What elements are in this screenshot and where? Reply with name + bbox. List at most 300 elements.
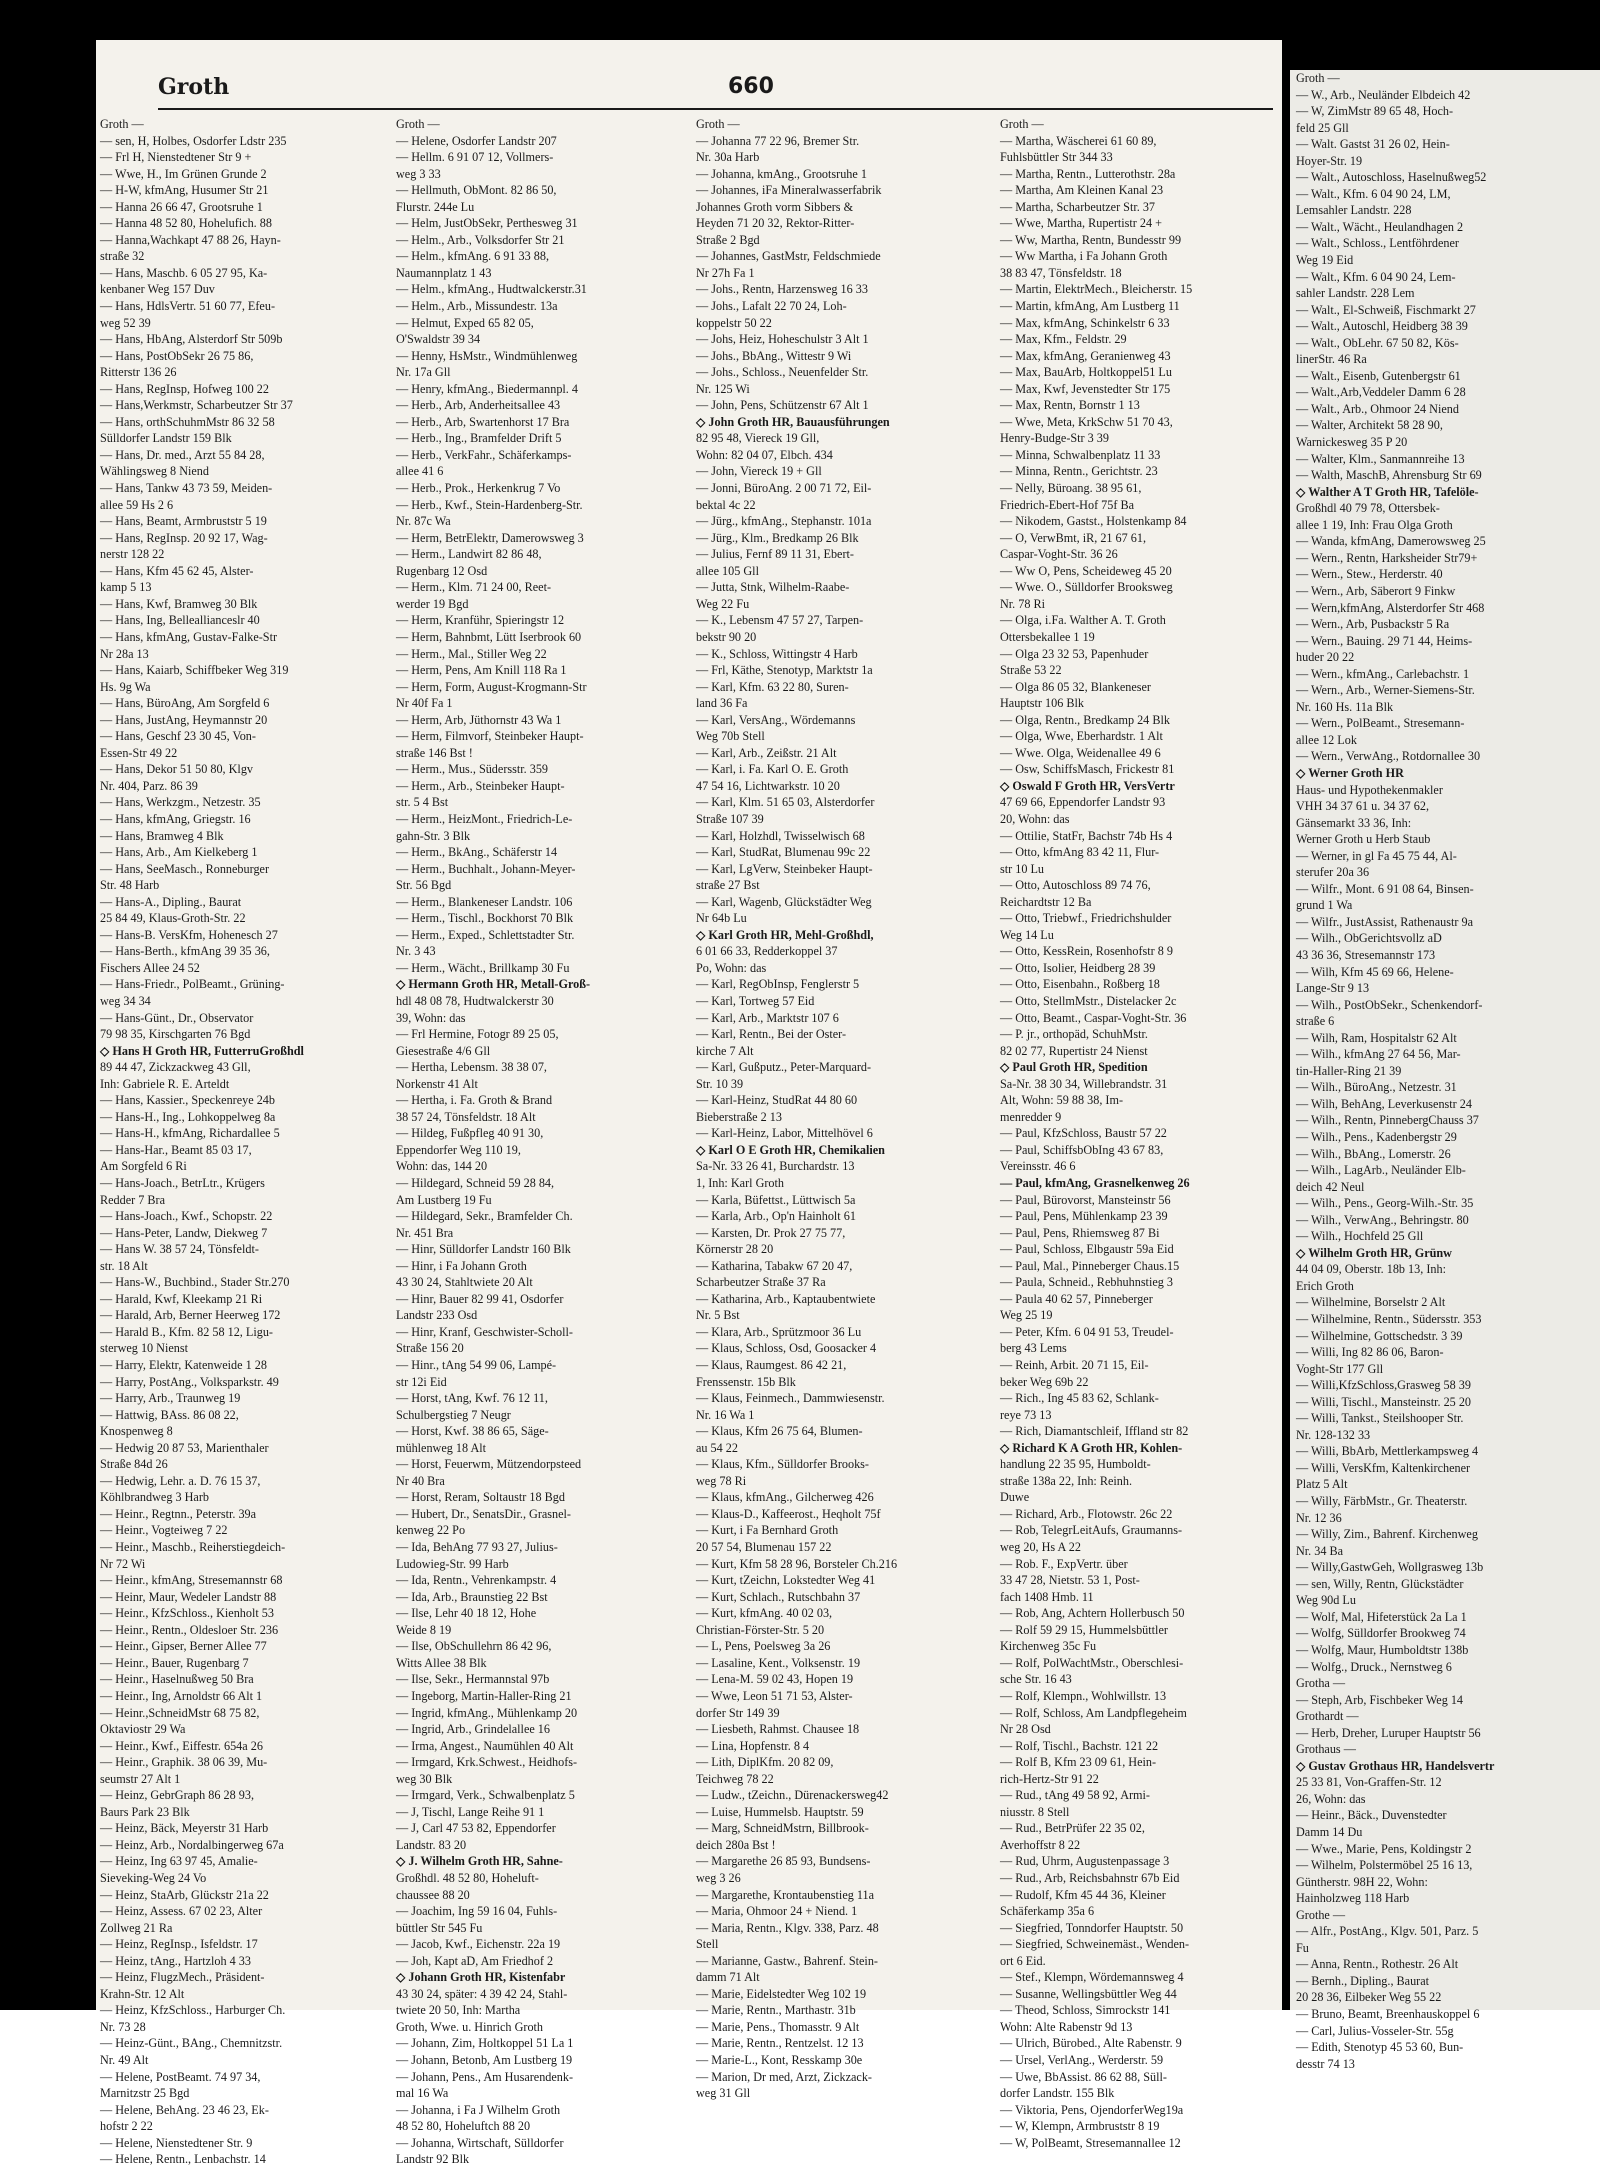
directory-entry: — Rolf 59 29 15, Hummelsbüttler: [1000, 1622, 1168, 1637]
directory-entry: — Walt., Kfm. 6 04 90 24, Lem-: [1296, 269, 1456, 284]
directory-entry: — Paul, Pens, Mühlenkamp 23 39: [1000, 1209, 1168, 1224]
directory-entry: — Kurt, Schlach., Rutschbahn 37: [696, 1589, 861, 1604]
directory-entry: — W, PolBeamt, Stresemannallee 12: [1000, 2135, 1181, 2150]
directory-entry: Baurs Park 23 Blk: [100, 1804, 190, 1819]
directory-entry: Straße 107 39: [696, 811, 764, 826]
directory-entry: — Alfr., PostAng., Klgv. 501, Parz. 5: [1296, 1924, 1479, 1939]
directory-entry: — Wern,kfmAng, Alsterdorfer Str 468: [1296, 600, 1485, 615]
directory-entry: — Karl, i. Fa. Karl O. E. Groth: [696, 762, 849, 777]
directory-entry: — Willi,KfzSchloss,Grasweg 58 39: [1296, 1378, 1471, 1393]
directory-entry: — Henry, kfmAng., Biedermannpl. 4: [396, 381, 578, 396]
directory-entry: — Wilh., BüroAng., Netzestr. 31: [1296, 1080, 1457, 1095]
directory-entry: — Herb., Arb, Swartenhorst 17 Bra: [396, 414, 570, 429]
directory-entry: au 54 22: [696, 1440, 738, 1455]
directory-entry: — Herm, Bahnbmt, Lütt Iserbrook 60: [396, 629, 582, 644]
directory-entry: — Karla, Arb., Op'n Hainholt 61: [696, 1209, 856, 1224]
directory-entry: — Johs, Heiz, Hoheschulstr 3 Alt 1: [696, 332, 869, 347]
directory-entry: — Paul, SchiffsbObIng 43 67 83,: [1000, 1142, 1164, 1157]
directory-entry: — O, VerwBmt, iR, 21 67 61,: [1000, 530, 1147, 545]
directory-entry: — Karsten, Dr. Prok 27 75 77,: [696, 1225, 846, 1240]
directory-entry: kamp 5 13: [100, 580, 152, 595]
directory-entry: — Max, kfmAng, Geranienweg 43: [1000, 348, 1171, 363]
directory-entry: — Johs., Rentn, Harzensweg 16 33: [696, 282, 868, 297]
directory-entry: sche Str. 16 43: [1000, 1672, 1072, 1687]
directory-entry: menredder 9: [1000, 1109, 1062, 1124]
directory-entry: — Rich., Ing 45 83 62, Schlank-: [1000, 1391, 1159, 1406]
directory-entry: — J, Carl 47 53 82, Eppendorfer: [396, 1821, 556, 1836]
directory-entry: Giesestraße 4/6 Gll: [396, 1043, 491, 1058]
directory-entry: Sülldorfer Landstr 159 Blk: [100, 431, 232, 446]
directory-entry: — Theod, Schloss, Simrockstr 141: [1000, 2003, 1171, 2018]
directory-entry: Nr. 30a Harb: [696, 150, 760, 165]
directory-entry: — Klaus, Raumgest. 86 42 21,: [696, 1358, 847, 1373]
directory-entry: seumstr 27 Alt 1: [100, 1771, 181, 1786]
directory-entry: — Hans, HbAng, Alsterdorf Str 509b: [100, 332, 283, 347]
directory-entry: — Lasaline, Kent., Volksenstr. 19: [696, 1655, 861, 1670]
directory-entry: — Heinr.,SchneidMstr 68 75 82,: [100, 1705, 260, 1720]
directory-entry: — Heinr., Bäck., Duvenstedter: [1296, 1808, 1447, 1823]
directory-entry: — Rich, Diamantschleif, Iffland str 82: [1000, 1424, 1189, 1439]
directory-entry: — W, ZimMstr 89 65 48, Hoch-: [1296, 104, 1454, 119]
directory-entry: — Ingrid, Arb., Grindelallee 16: [396, 1722, 550, 1737]
directory-entry: — Horst, Reram, Soltaustr 18 Bgd: [396, 1490, 565, 1505]
directory-entry: — Karl, Wagenb, Glückstädter Weg: [696, 894, 872, 909]
directory-entry: Straße 2 Bgd: [696, 232, 760, 247]
directory-entry: Nr. 12 36: [1296, 1510, 1342, 1525]
directory-entry: — Hans, orthSchuhmMstr 86 32 58: [100, 414, 275, 429]
directory-entry: — Wolfg, Maur, Humboldtstr 138b: [1296, 1642, 1469, 1657]
directory-entry: — Johanna, kmAng., Grootsruhe 1: [696, 166, 867, 181]
directory-entry: — Hans, Bramweg 4 Blk: [100, 828, 224, 843]
directory-entry: — Wanda, kfmAng, Damerowsweg 25: [1296, 534, 1486, 549]
directory-entry: — Lith, DiplKfm. 20 82 09,: [696, 1755, 834, 1770]
directory-entry: — Hans, kfmAng, Gustav-Falke-Str: [100, 629, 278, 644]
directory-entry: Weide 8 19: [396, 1622, 452, 1637]
directory-entry: — Wilfr., Mont. 6 91 08 64, Binsen-: [1296, 881, 1474, 896]
directory-entry: — Olga 23 32 53, Papenhuder: [1000, 646, 1149, 661]
directory-entry: — Wern., Stew., Herderstr. 40: [1296, 567, 1443, 582]
directory-entry: 89 44 47, Zickzackweg 43 Gll,: [100, 1060, 251, 1075]
directory-entry: — Hans, Maschb. 6 05 27 95, Ka-: [100, 265, 268, 280]
directory-entry: — Hattwig, BAss. 86 08 22,: [100, 1407, 239, 1422]
directory-entry: — Hedwig 20 87 53, Marienthaler: [100, 1440, 269, 1455]
directory-entry: — Karl, Arb., Marktstr 107 6: [696, 1010, 839, 1025]
directory-entry: — Wwe, Meta, KrkSchw 51 70 43,: [1000, 414, 1173, 429]
directory-entry: Grothe —: [1296, 1907, 1346, 1922]
directory-entry: Duwe: [1000, 1490, 1030, 1505]
directory-entry: chaussee 88 20: [396, 1887, 470, 1902]
directory-entry: — Ida, BehAng 77 93 27, Julius-: [396, 1540, 558, 1555]
directory-entry: koppelstr 50 22: [696, 315, 772, 330]
directory-entry: — Klaus, Kfm., Sülldorfer Brooks-: [696, 1457, 869, 1472]
directory-entry: — Hans, RegInsp, Hofweg 100 22: [100, 381, 269, 396]
directory-entry: Nr. 451 Bra: [396, 1225, 454, 1240]
directory-entry: 20 28 36, Eilbeker Weg 55 22: [1296, 1990, 1442, 2005]
directory-entry: — Marie, Eidelstedter Weg 102 19: [696, 1986, 867, 2001]
directory-entry: — Herb., Arb, Anderheitsallee 43: [396, 398, 561, 413]
directory-entry: — Karl, Gußputz., Peter-Marquard-: [696, 1060, 872, 1075]
directory-entry: Zollweg 21 Ra: [100, 1920, 173, 1935]
directory-entry: — Helm., Arb., Volksdorfer Str 21: [396, 232, 565, 247]
directory-entry: weg 20, Hs A 22: [1000, 1540, 1081, 1555]
directory-entry: — Heinz, RegInsp., Isfeldstr. 17: [100, 1937, 258, 1952]
directory-entry: — Irmgard, Verk., Schwalbenplatz 5: [396, 1788, 575, 1803]
directory-entry: — Willi, Tankst., Steilshooper Str.: [1296, 1411, 1464, 1426]
directory-entry: — Hinr, i Fa Johann Groth: [396, 1258, 527, 1273]
directory-entry: — Martha, Scharbeutzer Str. 37: [1000, 199, 1156, 214]
directory-entry: Landstr 233 Osd: [396, 1308, 478, 1323]
directory-entry: — Rob, TelegrLeitAufs, Graumanns-: [1000, 1523, 1183, 1538]
directory-entry: — Werner, in gl Fa 45 75 44, Al-: [1296, 848, 1457, 863]
directory-entry: Wohn: das, 144 20: [396, 1159, 488, 1174]
directory-entry: Körnerstr 28 20: [696, 1242, 774, 1257]
directory-entry: — Harald, Kwf, Kleekamp 21 Ri: [100, 1291, 263, 1306]
directory-entry: Str. 10 39: [696, 1076, 744, 1091]
directory-entry: — Kurt, kfmAng. 40 02 03,: [696, 1606, 833, 1621]
directory-entry: — Hans, Dekor 51 50 80, Klgv: [100, 762, 254, 777]
directory-entry: Am Sorgfeld 6 Ri: [100, 1159, 187, 1174]
directory-entry: — Rolf, Schloss, Am Landpflegeheim: [1000, 1705, 1187, 1720]
directory-entry: — Wilh., Pens., Georg-Wilh.-Str. 35: [1296, 1196, 1474, 1211]
directory-entry: — Herm., Blankeneser Landstr. 106: [396, 894, 573, 909]
directory-entry: — Hans, Tankw 43 73 59, Meiden-: [100, 481, 273, 496]
directory-entry: — Klaus, Feinmech., Dammwiesenstr.: [696, 1391, 885, 1406]
directory-entry: Nr. 87c Wa: [396, 514, 451, 529]
directory-entry: Platz 5 Alt: [1296, 1477, 1348, 1492]
directory-entry: — P. jr., orthopäd, SchuhMstr.: [1000, 1027, 1148, 1042]
business-listing: ◇ Wilhelm Groth HR, Grünw: [1296, 1245, 1452, 1260]
directory-entry: — Ww, Martha, Rentn, Bundesstr 99: [1000, 232, 1182, 247]
directory-entry: Voght-Str 177 Gll: [1296, 1361, 1384, 1376]
business-listing: ◇ Karl Groth HR, Mehl-Großhdl,: [696, 927, 874, 942]
directory-entry: — Paul, KfzSchloss, Baustr 57 22: [1000, 1126, 1167, 1141]
directory-entry: — Jacob, Kwf., Eichenstr. 22a 19: [396, 1937, 561, 1952]
directory-entry: 33 47 28, Nietstr. 53 1, Post-: [1000, 1573, 1140, 1588]
directory-entry: Nr. 49 Alt: [100, 2052, 149, 2067]
directory-entry: Johannes Groth vorm Sibbers &: [696, 199, 854, 214]
directory-page: [96, 40, 1282, 2167]
directory-entry: — Karl, Kfm. 63 22 80, Suren-: [696, 679, 849, 694]
directory-entry: — Rud., Arb, Reichsbahnstr 67b Eid: [1000, 1870, 1180, 1885]
directory-entry: — Johanna, i Fa J Wilhelm Groth: [396, 2102, 561, 2117]
directory-entry: Weg 25 19: [1000, 1308, 1053, 1323]
directory-entry: — Lena-M. 59 02 43, Hopen 19: [696, 1672, 854, 1687]
directory-entry: — Osw, SchiffsMasch, Frickestr 81: [1000, 762, 1175, 777]
directory-entry: — Hans, Dr. med., Arzt 55 84 28,: [100, 447, 265, 462]
directory-entry: — Helm., Arb., Missundestr. 13a: [396, 299, 558, 314]
directory-entry: Alt, Wohn: 59 88 38, Im-: [1000, 1093, 1124, 1108]
directory-entry: — Johs., Schloss., Neuenfelder Str.: [696, 365, 869, 380]
directory-entry: — Minna, Rentn., Gerichtstr. 23: [1000, 464, 1158, 479]
directory-entry: — Marg, SchneidMstrn, Billbrook-: [696, 1821, 869, 1836]
directory-entry: Nr 72 Wi: [100, 1556, 146, 1571]
directory-entry: — Otto, KessRein, Rosenhofstr 8 9: [1000, 944, 1173, 959]
directory-entry: — Ilse, Lehr 40 18 12, Hohe: [396, 1606, 537, 1621]
directory-entry: Grothardt —: [1296, 1709, 1359, 1724]
directory-entry: 1, Inh: Karl Groth: [696, 1176, 785, 1190]
directory-entry: — Bruno, Beamt, Breenhauskoppel 6: [1296, 2006, 1480, 2021]
directory-entry: — Heinr., Vogteiweg 7 22: [100, 1523, 228, 1538]
directory-entry: — Hans, Arb., Am Kielkeberg 1: [100, 845, 258, 860]
directory-entry: Rugenbarg 12 Osd: [396, 563, 488, 578]
directory-entry: Po, Wohn: das: [696, 960, 767, 975]
directory-entry: Hoyer-Str. 19: [1296, 153, 1363, 168]
directory-column-3: [696, 116, 974, 2101]
directory-entry: Landstr. 83 20: [396, 1837, 467, 1852]
directory-entry: — Max, kfmAng, Schinkelstr 6 33: [1000, 315, 1170, 330]
directory-entry: Norkenstr 41 Alt: [396, 1076, 478, 1091]
directory-entry: — Walt., Kfm. 6 04 90 24, LM,: [1296, 186, 1451, 201]
directory-entry: feld 25 Gll: [1296, 120, 1349, 135]
directory-entry: werder 19 Bgd: [396, 596, 469, 611]
directory-entry: Nr. 125 Wi: [696, 381, 750, 396]
directory-entry: — Rob, Ang, Achtern Hollerbusch 50: [1000, 1606, 1185, 1621]
directory-entry: Fischers Allee 24 52: [100, 960, 200, 975]
directory-entry: — Herm., HeizMont., Friedrich-Le-: [396, 811, 573, 826]
directory-entry: Groth —: [1296, 71, 1340, 85]
directory-entry: — Hans, Kwf, Bramweg 30 Blk: [100, 596, 258, 611]
directory-entry: — Karl, Rentn., Bei der Oster-: [696, 1027, 847, 1042]
directory-entry: — Karl, Holzhdl, Twisselwisch 68: [696, 828, 865, 843]
directory-entry: — Martha, Am Kleinen Kanal 23: [1000, 183, 1164, 198]
business-listing: ◇ Walther A T Groth HR, Tafelöle-: [1296, 484, 1479, 499]
directory-entry: — Willi, Tischl., Mansteinstr. 25 20: [1296, 1394, 1472, 1409]
directory-entry: — Klaus-D., Kaffeerost., Heqholt 75f: [696, 1506, 881, 1521]
directory-entry: Nr. 5 Bst: [696, 1308, 740, 1323]
directory-entry: — Ww O, Pens, Scheideweg 45 20: [1000, 563, 1172, 578]
directory-entry: — Walt., Arb., Ohmoor 24 Niend: [1296, 401, 1459, 416]
directory-entry: — Wolfg., Druck., Nernstweg 6: [1296, 1659, 1452, 1674]
directory-entry: — Wilhelmine, Rentn., Südersstr. 353: [1296, 1312, 1482, 1327]
directory-entry: — Herm, Filmvorf, Steinbeker Haupt-: [396, 729, 584, 744]
directory-entry: — Hanna 26 66 47, Grootsruhe 1: [100, 199, 263, 214]
directory-entry: 25 33 81, Von-Graffen-Str. 12: [1296, 1775, 1442, 1790]
directory-entry: — K., Schloss, Wittingstr 4 Harb: [696, 646, 858, 661]
directory-entry: — Hubert, Dr., SenatsDir., Grasnel-: [396, 1506, 571, 1521]
directory-entry: beker Weg 69b 22: [1000, 1374, 1089, 1389]
directory-entry: — Wilh., Pens., Kadenbergstr 29: [1296, 1130, 1457, 1144]
directory-entry: Kirchenweg 35c Fu: [1000, 1639, 1097, 1654]
directory-entry: — Herm, BetrElektr, Damerowsweg 3: [396, 530, 584, 545]
directory-entry: 82 95 48, Viereck 19 Gll,: [696, 431, 820, 446]
directory-entry: — Hans, PostObSekr 26 75 86,: [100, 348, 254, 363]
directory-entry: kirche 7 Alt: [696, 1043, 754, 1058]
directory-entry: — Wilh., Hochfeld 25 Gll: [1296, 1229, 1424, 1244]
directory-entry: — Herm., Wächt., Brillkamp 30 Fu: [396, 960, 570, 975]
directory-entry: — Jürg., Klm., Bredkamp 26 Blk: [696, 530, 859, 545]
directory-entry: reye 73 13: [1000, 1407, 1052, 1422]
directory-entry: — Viktoria, Pens, OjendorferWeg19a: [1000, 2102, 1184, 2117]
directory-entry: — Hildeg, Fußpfleg 40 91 30,: [396, 1126, 544, 1141]
directory-entry: Nr. 404, Parz. 86 39: [100, 778, 198, 793]
directory-entry: — Paul, Bürovorst, Mansteinstr 56: [1000, 1192, 1171, 1207]
directory-entry: Straße 53 22: [1000, 663, 1062, 678]
directory-entry: — Ursel, VerlAng., Werderstr. 59: [1000, 2052, 1164, 2067]
directory-entry: Hauptstr 106 Blk: [1000, 696, 1084, 711]
directory-entry: rich-Hertz-Str 91 22: [1000, 1771, 1099, 1786]
directory-entry: Naumannplatz 1 43: [396, 265, 492, 280]
directory-entry: — Heinr., Bauer, Rugenbarg 7: [100, 1655, 249, 1670]
directory-entry: Nr. 16 Wa 1: [696, 1407, 755, 1422]
directory-entry: allee 12 Lok: [1296, 732, 1357, 747]
directory-entry: — Rud, Uhrm, Augustenpassage 3: [1000, 1854, 1170, 1869]
directory-entry: berg 43 Lems: [1000, 1341, 1067, 1356]
directory-entry: — Wern., kfmAng., Carlebachstr. 1: [1296, 666, 1470, 681]
directory-entry: — Reinh, Arbit. 20 71 15, Eil-: [1000, 1358, 1149, 1373]
directory-entry: Vereinsstr. 46 6: [1000, 1159, 1076, 1174]
directory-entry: — Karl, VersAng., Wördemanns: [696, 712, 856, 727]
directory-entry: str. 5 4 Bst: [396, 795, 449, 810]
directory-entry: — K., Lebensm 47 57 27, Tarpen-: [696, 613, 864, 628]
directory-entry: — Wern., Bauing. 29 71 44, Heims-: [1296, 633, 1473, 648]
directory-entry: 26, Wohn: das: [1296, 1791, 1366, 1806]
directory-entry: Hs. 9g Wa: [100, 679, 151, 694]
directory-entry: — Hans-Joach., Kwf., Schopstr. 22: [100, 1209, 273, 1224]
directory-entry: tin-Haller-Ring 21 39: [1296, 1063, 1402, 1078]
directory-entry: — Jonni, BüroAng. 2 00 71 72, Eil-: [696, 481, 872, 496]
directory-entry: allee 59 Hs 2 6: [100, 497, 174, 512]
directory-entry: — Julius, Fernf 89 11 31, Ebert-: [696, 547, 854, 562]
directory-entry: Wohn: 82 04 07, Elbch. 434: [696, 447, 833, 462]
directory-entry: — Ww Martha, i Fa Johann Groth: [1000, 249, 1168, 264]
directory-entry: 20 57 54, Blumenau 157 22: [696, 1540, 832, 1555]
directory-column-2: [396, 116, 674, 2167]
directory-entry: — Ingrid, kfmAng., Mühlenkamp 20: [396, 1705, 578, 1720]
directory-entry: hofstr 2 22: [100, 2119, 153, 2134]
directory-entry: — Kurt, i Fa Bernhard Groth: [696, 1523, 839, 1538]
directory-entry: — Otto, StellmMstr., Distelacker 2c: [1000, 993, 1177, 1008]
directory-entry: allee 105 Gll: [696, 563, 759, 578]
directory-entry: — Harry, Arb., Traunweg 19: [100, 1391, 241, 1406]
directory-entry: 38 83 47, Tönsfeldstr. 18: [1000, 265, 1122, 280]
facing-page: [1290, 70, 1600, 2071]
directory-entry: Witts Allee 38 Blk: [396, 1655, 487, 1670]
directory-entry: — Olga 86 05 32, Blankeneser: [1000, 679, 1151, 694]
directory-entry: — Willy,GastwGeh, Wollgrasweg 13b: [1296, 1560, 1484, 1575]
directory-entry: — Hanna 48 52 80, Hohelufich. 88: [100, 216, 272, 231]
directory-entry: Inh: Gabriele R. E. Arteldt: [100, 1076, 230, 1091]
directory-entry: — Paula, Schneid., Rebhuhnstieg 3: [1000, 1275, 1173, 1290]
directory-entry: — Hans-Friedr., PolBeamt., Grüning-: [100, 977, 285, 992]
directory-entry: Friedrich-Ebert-Hof 75f Ba: [1000, 497, 1135, 512]
directory-entry: — Jürg., kfmAng., Stephanstr. 101a: [696, 514, 872, 529]
directory-entry: — Maria, Rentn., Klgv. 338, Parz. 48: [696, 1920, 879, 1935]
directory-entry: Ottersbekallee 1 19: [1000, 629, 1095, 644]
directory-entry: — Johs., BbAng., Wittestr 9 Wi: [696, 348, 852, 363]
directory-entry: — Rud., BetrPrüfer 22 35 02,: [1000, 1821, 1145, 1836]
directory-entry: — Hans-Joach., BetrLtr., Krügers: [100, 1176, 265, 1190]
directory-entry: 44 04 09, Oberstr. 18b 13, Inh:: [1296, 1262, 1446, 1277]
directory-entry: — Carl, Julius-Vosseler-Str. 55g: [1296, 2023, 1454, 2038]
directory-entry: — Hertha, Lebensm. 38 38 07,: [396, 1060, 547, 1075]
directory-entry: — Walt., Autoschloss, Haselnußweg52: [1296, 170, 1487, 185]
directory-entry: — Lina, Hopfenstr. 8 4: [696, 1738, 810, 1753]
directory-entry: — Walter, Architekt 58 28 90,: [1296, 418, 1443, 433]
directory-entry: — Herm, Arb, Jüthornstr 43 Wa 1: [396, 712, 562, 727]
directory-entry: — Herm, Pens, Am Knill 118 Ra 1: [396, 663, 567, 678]
directory-entry: dorfer Landstr. 155 Blk: [1000, 2086, 1115, 2101]
directory-entry: huder 20 22: [1296, 650, 1355, 665]
directory-entry: — John, Pens, Schützenstr 67 Alt 1: [696, 398, 869, 413]
directory-entry: linerStr. 46 Ra: [1296, 352, 1367, 367]
directory-entry: — Ingeborg, Martin-Haller-Ring 21: [396, 1688, 572, 1703]
directory-entry: — Hans, Kaiarb, Schiffbeker Weg 319: [100, 663, 289, 678]
page-number: 660: [728, 74, 774, 99]
directory-entry: — Martin, kfmAng, Am Lustberg 11: [1000, 299, 1180, 314]
directory-entry: — Steph, Arb, Fischbeker Weg 14: [1296, 1692, 1464, 1707]
directory-entry: — Johanna, Wirtschaft, Sülldorfer: [396, 2135, 564, 2150]
directory-entry: — Walth, MaschB, Ahrensburg Str 69: [1296, 468, 1482, 483]
business-listing: ◇ J. Wilhelm Groth HR, Sahne-: [396, 1854, 563, 1869]
directory-entry: — Hans, Kassier., Speckenreye 24b: [100, 1093, 275, 1108]
directory-entry: — Wern., Arb, Pusbackstr 5 Ra: [1296, 617, 1450, 632]
directory-entry: Groth, Wwe. u. Hinrich Groth: [396, 2019, 544, 2034]
directory-entry: str 10 Lu: [1000, 861, 1045, 876]
directory-entry: 82 02 77, Rupertistr 24 Nienst: [1000, 1043, 1148, 1058]
directory-entry: Averhoffstr 8 22: [1000, 1837, 1081, 1852]
directory-entry: Marnitzstr 25 Bgd: [100, 2086, 190, 2101]
directory-entry: 25 84 49, Klaus-Groth-Str. 22: [100, 911, 246, 926]
directory-entry: — Wwe, Leon 51 71 53, Alster-: [696, 1688, 853, 1703]
directory-entry: — Karl-Heinz, StudRat 44 80 60: [696, 1093, 858, 1108]
directory-entry: Knospenweg 8: [100, 1424, 173, 1439]
directory-entry: Nr. 73 28: [100, 2019, 146, 2034]
directory-entry: — Herm., Arb., Steinbeker Haupt-: [396, 778, 565, 793]
directory-entry: — Karl, Tortweg 57 Eid: [696, 993, 815, 1008]
directory-entry: — Nelly, Büroang. 38 95 61,: [1000, 481, 1142, 496]
directory-entry: Lemsahler Landstr. 228: [1296, 203, 1412, 218]
directory-entry: Str. 56 Bgd: [396, 878, 452, 893]
directory-entry: — Paul, Schloss, Elbgaustr 59a Eid: [1000, 1242, 1174, 1257]
directory-entry: Christian-Förster-Str. 5 20: [696, 1622, 825, 1637]
directory-entry: — Hans-A., Dipling., Baurat: [100, 894, 242, 909]
directory-entry: — Klaus, Schloss, Osd, Goosacker 4: [696, 1341, 877, 1356]
directory-entry: 43 30 24, später: 4 39 42 24, Stahl-: [396, 1986, 568, 2001]
directory-entry: 39, Wohn: das: [396, 1010, 466, 1025]
directory-entry: sterufer 20a 36: [1296, 865, 1370, 880]
directory-entry: Güntherstr. 98H 22, Wohn:: [1296, 1874, 1428, 1889]
business-listing: ◇ Gustav Grothaus HR, Handelsvertr: [1296, 1758, 1495, 1773]
directory-entry: — Hans, Beamt, Armbruststr 5 19: [100, 514, 267, 529]
business-listing: ◇ Karl O E Groth HR, Chemikalien: [696, 1142, 885, 1157]
directory-entry: — Richard, Arb., Flotowstr. 26c 22: [1000, 1506, 1173, 1521]
directory-entry: — Ilse, Sekr., Hermannstal 97b: [396, 1672, 550, 1687]
directory-entry: deich 42 Neul: [1296, 1179, 1365, 1194]
directory-entry: — Olga, Wwe, Eberhardstr. 1 Alt: [1000, 729, 1163, 744]
directory-entry: weg 52 39: [100, 315, 151, 330]
directory-entry: Groth —: [696, 117, 740, 131]
directory-entry: — Harry, PostAng., Volksparkstr. 49: [100, 1374, 279, 1389]
directory-entry: — Johanna 77 22 96, Bremer Str.: [696, 133, 860, 148]
directory-entry: — Hans, JustAng, Heymannstr 20: [100, 712, 268, 727]
directory-entry: — Hertha, i. Fa. Groth & Brand: [396, 1093, 553, 1108]
directory-entry: — Hans-Berth., kfmAng 39 35 36,: [100, 944, 270, 959]
directory-entry: — Helene, PostBeamt. 74 97 34,: [100, 2069, 261, 2084]
business-listing: ◇ Paul Groth HR, Spedition: [1000, 1060, 1148, 1075]
directory-entry: — Hedwig, Lehr. a. D. 76 15 37,: [100, 1473, 261, 1488]
directory-entry: — Wwe, H., Im Grünen Grunde 2: [100, 166, 267, 181]
directory-entry: — Heinr., Haselnußweg 50 Bra: [100, 1672, 254, 1687]
directory-entry: — Walt., Wächt., Heulandhagen 2: [1296, 219, 1464, 234]
directory-entry: — Marianne, Gastw., Bahrenf. Stein-: [696, 1953, 878, 1968]
directory-entry: — Rolf B, Kfm 23 09 61, Hein-: [1000, 1755, 1157, 1770]
directory-entry: — Wilh., BbAng., Lomerstr. 26: [1296, 1146, 1451, 1161]
directory-entry: — Marion, Dr med, Arzt, Zickzack-: [696, 2069, 872, 2084]
directory-entry: — Frl Hermine, Fotogr 89 25 05,: [396, 1027, 559, 1042]
directory-entry: — Hans W. 38 57 24, Tönsfeldt-: [100, 1242, 259, 1257]
directory-entry: straße 32: [100, 249, 145, 264]
directory-entry: — Walter, Klm., Sanmannreihe 13: [1296, 451, 1465, 466]
